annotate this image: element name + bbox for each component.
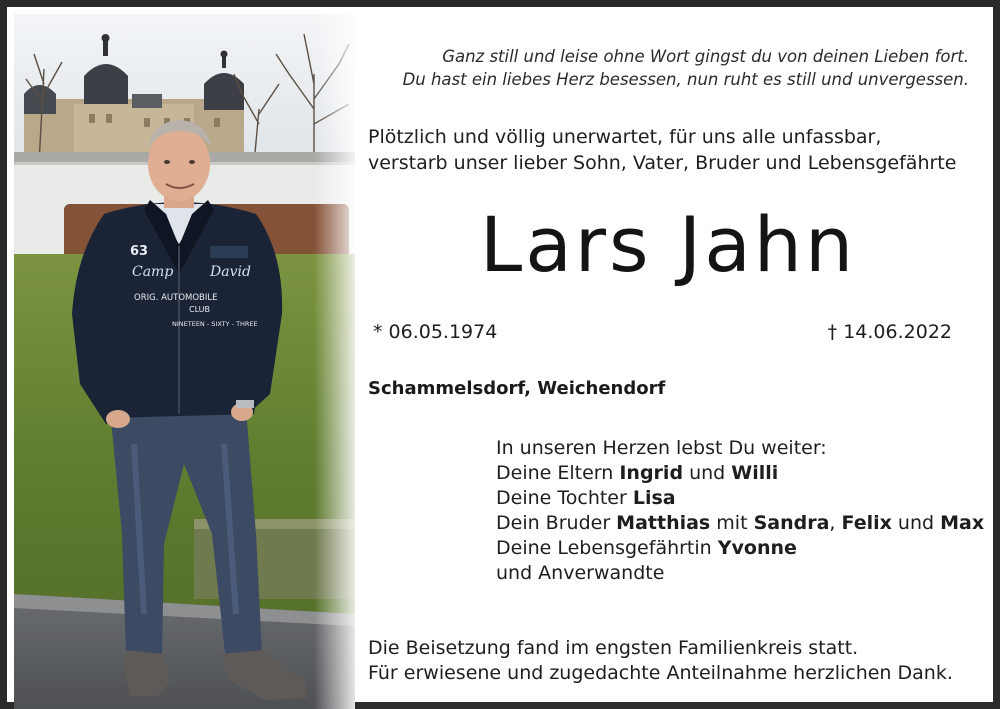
shirt-text-2: CLUB [189, 305, 210, 314]
portrait-photo [14, 14, 355, 709]
mourners-heading: In unseren Herzen lebst Du weiter: [496, 437, 827, 459]
poem-line-2: Du hast ein liebes Herz besessen, nun ruht es still und unvergessen. [402, 70, 969, 89]
shirt-patch [210, 246, 248, 258]
shirt-text-3: NINETEEN - SIXTY - THREE [172, 320, 258, 328]
mourner-brother: Dein Bruder Matthias mit Sandra, Felix und Max [496, 512, 985, 534]
announcement-line-1: Plötzlich und völlig unerwartet, für uns alle unfassbar, [368, 126, 882, 148]
announcement-line-2: verstarb unser lieber Sohn, Vater, Bruder und Lebensgefährte [368, 152, 957, 174]
mourner-parents: Deine Eltern Ingrid und Willi [496, 462, 779, 484]
mourner-partner: Deine Lebensgefährtin Yvonne [496, 537, 797, 559]
announcement-text [368, 124, 988, 176]
shirt-text-1: ORIG. AUTOMOBILE [134, 293, 218, 303]
closing-note [368, 636, 988, 686]
birth-date: * 06.05.1974 [373, 321, 498, 343]
shirt-logo-right: David [210, 264, 251, 280]
mourner-daughter: Deine Tochter Lisa [496, 487, 676, 509]
poem-verse [372, 45, 969, 91]
deceased-name: Lars Jahn [479, 200, 857, 289]
mourners-list [496, 436, 986, 586]
death-date: † 14.06.2022 [827, 321, 952, 343]
mourner-relatives: und Anverwandte [496, 562, 665, 584]
residence-places: Schammelsdorf, Weichendorf [368, 378, 666, 399]
closing-line-2: Für erwiesene und zugedachte Anteilnahme herzlichen Dank. [368, 662, 953, 684]
poem-line-1: Ganz still und leise ohne Wort gingst du von deinen Lieben fort. [442, 47, 969, 66]
shirt-number: 63 [130, 244, 149, 259]
shirt-logo-left: Camp [132, 264, 174, 280]
closing-line-1: Die Beisetzung fand im engsten Familienkreis statt. [368, 637, 859, 659]
